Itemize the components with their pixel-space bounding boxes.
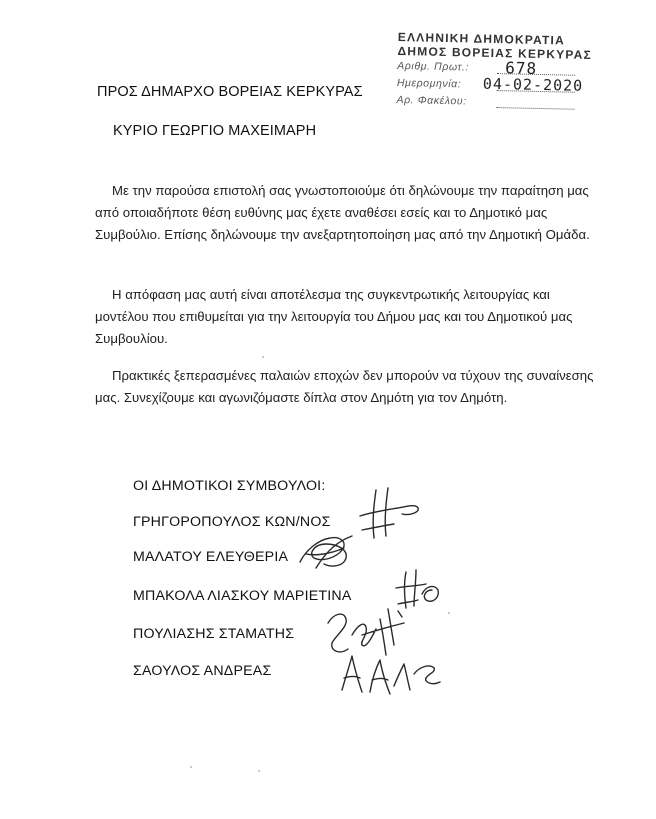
signature-1 — [352, 486, 422, 546]
scan-speck — [448, 612, 450, 614]
signature-2 — [296, 532, 356, 572]
stamp-date-label: Ημερομηνία: — [396, 76, 462, 91]
body-paragraph: Η απόφαση μας αυτή είναι αποτέλεσμα της συγκεντρωτικής λειτουργίας και μοντέλου που επιθυμείται για την λειτουργία του Δήμου μας και του Δημοτικού μας Συμβουλίου. — [95, 287, 573, 346]
signatory-name: ΣΑΟΥΛΟΣ ΑΝΔΡΕΑΣ — [133, 663, 272, 679]
signatory-name: ΠΟΥΛΙΑΣΗΣ ΣΤΑΜΑΤΗΣ — [133, 626, 295, 642]
stamp-folder-label: Αρ. Φακέλου: — [396, 93, 467, 108]
signatory-name: ΜΑΛΑΤΟΥ ΕΛΕΥΘΕΡΙΑ — [133, 549, 289, 565]
body-paragraph: Πρακτικές ξεπερασμένες παλαιών εποχών δεν μπορούν να τύχουν της συναίνεσης μας. Συνεχίζουμε και αγωνιζόμαστε δίπλα στον Δημότη για τον Δημότη. — [95, 368, 594, 405]
body-paragraph: Με την παρούσα επιστολή σας γνωστοποιούμε ότι δηλώνουμε την παραίτηση μας από οποιαδήποτε θέση ευθύνης μας έχετε αναθέσει εσείς και το Δημοτικό μας Συμβούλιο. Επίσης δηλώνουμε την ανεξαρτητοποίηση μας από την Δημοτική Ομάδα. — [95, 183, 590, 242]
stamp-date-value: 04-02-2020 — [482, 74, 584, 95]
signatories-title: ΟΙ ΔΗΜΟΤΙΚΟΙ ΣΥΜΒΟΥΛΟΙ: — [133, 478, 326, 494]
stamp-municipality: ΔΗΜΟΣ ΒΟΡΕΙΑΣ ΚΕΡΚΥΡΑΣ — [397, 43, 593, 63]
stamp-protocol-number: 678 — [505, 58, 538, 78]
signatory-name: ΓΡΗΓΟΡΟΠΟΥΛΟΣ ΚΩΝ/ΝΟΣ — [133, 514, 331, 530]
scan-speck — [258, 770, 260, 772]
recipient-name: ΚΥΡΙΟ ΓΕΩΡΓΙΟ ΜΑΧΕΙΜΑΡΗ — [113, 123, 317, 139]
signature-5 — [336, 652, 446, 698]
scan-speck — [190, 766, 192, 768]
stamp-republic: ΕΛΛΗΝΙΚΗ ΔΗΜΟΚΡΑΤΙΑ — [397, 30, 566, 48]
stamp-dotted-line — [496, 107, 574, 110]
recipient-line: ΠΡΟΣ ΔΗΜΑΡΧΟ ΒΟΡΕΙΑΣ ΚΕΡΚΥΡΑΣ — [97, 84, 363, 100]
scan-speck — [262, 356, 264, 358]
signatory-name: ΜΠΑΚΟΛΑ ΛΙΑΣΚΟΥ ΜΑΡΙΕΤΙΝΑ — [133, 588, 352, 604]
registry-stamp — [396, 30, 648, 114]
stamp-protocol-label: Αριθμ. Πρωτ.: — [397, 59, 470, 74]
